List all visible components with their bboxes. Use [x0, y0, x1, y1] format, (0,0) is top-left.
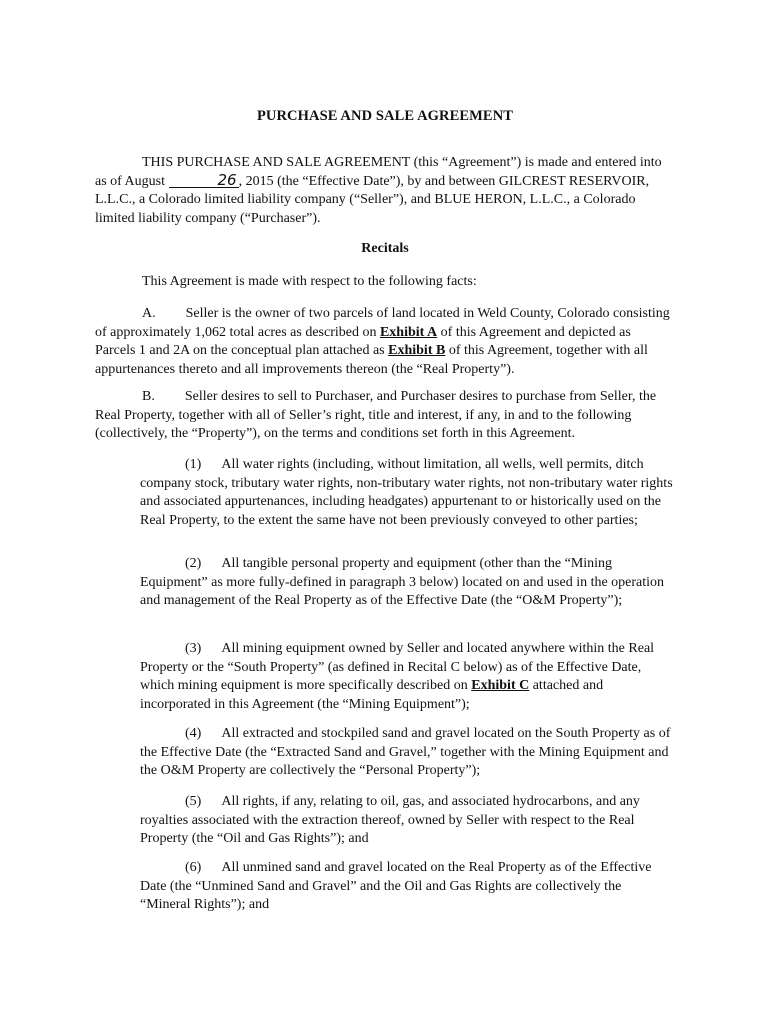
list-item-5: (5) All rights, if any, relating to oil, gas, and associated hydrocarbons, and any royalties associated with the extraction thereof, owned by Seller with respect to the Real Property (the “Oil and Gas Rights”); and [140, 794, 640, 846]
intro-paragraph: THIS PURCHASE AND SALE AGREEMENT (this “Agreement”) is made and entered into as of August 26 , 2015 (the “Effective Date”), by and between GILCREST RESERVOIR, L.L.C., a Colorado limited liability company (“Seller”), and BLUE HERON, L.L.C., a Colorado limited liability company (“Purchaser”). [95, 155, 662, 226]
recitals-heading: Recitals [361, 241, 409, 256]
handwritten-day: 26 [169, 173, 239, 188]
document-title: PURCHASE AND SALE AGREEMENT [256, 108, 514, 124]
exhibit-c-reference: Exhibit C [471, 678, 530, 693]
list-item-1: (1) All water rights (including, without limitation, all wells, well permits, ditch company stock, tributary water rights, non-tributary water rights, not non-tributary water rights and associated appurtenances, including headgates) appurtenant to or historically used on the Real Property, to the extent the same have not been previously conveyed to other parties; [140, 457, 673, 528]
recital-a: A. Seller is the owner of two parcels of land located in Weld County, Colorado consisting of approximately 1,062 total acres as described on Exhibit A of this Agreement and depicted as Parcels 1 and 2A on the conceptual plan attached as Exhibit B of this Agreement, together with all appurtenances thereto and all improvements thereon (the “Real Property”). [95, 306, 670, 377]
facts-line: This Agreement is made with respect to the following facts: [142, 274, 477, 289]
list-item-4: (4) All extracted and stockpiled sand and gravel located on the South Property as of the Effective Date (the “Extracted Sand and Gravel,” together with the Mining Equipment and the O&M Property are collectively the “Personal Property”); [140, 726, 671, 778]
exhibit-a-reference: Exhibit A [379, 324, 438, 340]
list-item-3: (3) All mining equipment owned by Seller and located anywhere within the Real Property or the “South Property” (as defined in Recital C below) as of the Effective Date, which mining equipment is more specifically described on Exhibit C attached and incorporated in this Agreement (the “Mining Equipment”); [140, 641, 655, 712]
recital-b: B. Seller desires to sell to Purchaser, and Purchaser desires to purchase from Seller, the Real Property, together with all of Seller’s right, title and interest, if any, in and to the following (collectively, the “Property”), on the terms and conditions set forth in this Agreement. [95, 389, 657, 441]
list-item-2: (2) All tangible personal property and equipment (other than the “Mining Equipment” as more fully-defined in paragraph 3 below) located on and used in the operation and management of the Real Property as of the Effective Date (the “O&M Property”); [140, 556, 665, 608]
exhibit-b-reference: Exhibit B [388, 343, 446, 358]
list-item-6: (6) All unmined sand and gravel located on the Real Property as of the Effective Date (the “Unmined Sand and Gravel” and the Oil and Gas Rights are collectively the “Mineral Rights”); and [140, 860, 652, 912]
